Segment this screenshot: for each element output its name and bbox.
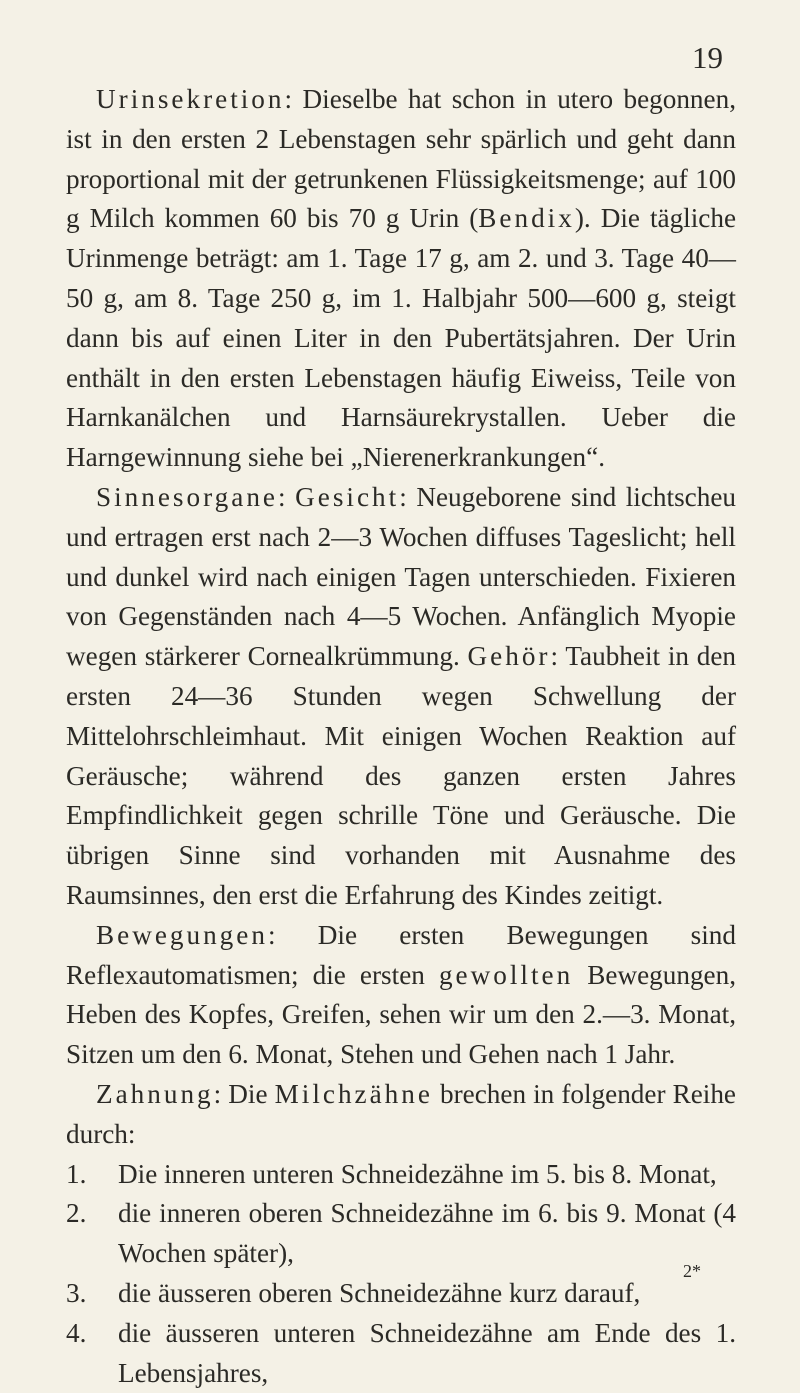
separator: : bbox=[213, 1078, 229, 1109]
paragraph-urinsekretion bbox=[66, 80, 736, 478]
author-name: Bendix bbox=[478, 203, 575, 234]
paragraph-text: Die bbox=[228, 1078, 275, 1109]
paragraph-text: Dieselbe hat schon in utero begonnen, ist in den ersten 2 Lebenstagen sehr spärlich und geht dann proportional mit der getrunkenen Flüssigkeitsmenge; auf 100 g Milch kommen 60 bis 70 g Urin ( bbox=[66, 84, 736, 234]
list-item-text: die inneren oberen Schneidezähne im 6. bis 9. Monat (4 Wochen später), bbox=[118, 1198, 736, 1269]
paragraph-text: brechen in folgender Reihe durch: bbox=[66, 1078, 736, 1149]
paragraph-text: Neugeborene sind lichtscheu und ertragen erst nach 2—3 Wochen diffuses Tageslicht; hell und dunkel wird nach einigen Tagen unterschieden. Fixieren von Gegenständen nach 4—5 Wochen. Anfänglich Myopie wegen stärkerer Cornealkrümmung. bbox=[66, 481, 736, 672]
heading-sinnesorgane: Sinnesorgane bbox=[96, 481, 278, 512]
paragraph-text: ). Die tägliche Urinmenge beträgt: am 1. Tage 17 g, am 2. und 3. Tage 40—50 g, am 8. Tage 250 g, im 1. Halbjahr 500—600 g, steigt dann bis auf einen Liter in den Pubertätsjahren. Der Urin enthält in den ersten Lebenstagen häufig Eiweiss, Teile von Harnkanälchen und Harnsäurekrystallen. Ueber die Harngewinnung siehe bei „Nierenerkrankungen“. bbox=[66, 203, 737, 473]
paragraph-bewegungen bbox=[66, 916, 736, 1075]
separator: : bbox=[284, 84, 303, 114]
heading-zahnung: Zahnung bbox=[96, 1078, 214, 1109]
separator: : bbox=[550, 641, 566, 672]
heading-bewegungen: Bewegungen bbox=[96, 919, 268, 950]
page-number: 19 bbox=[692, 40, 723, 75]
list-item-text: die äusseren oberen Schneidezähne kurz darauf, bbox=[118, 1277, 641, 1308]
list-item bbox=[66, 1155, 736, 1195]
list-item-text: Die inneren unteren Schneidezähne im 5. bis 8. Monat, bbox=[118, 1158, 717, 1189]
paragraph-text: Bewegungen, Heben des Kopfes, Greifen, sehen wir um den 2.—3. Monat, Sitzen um den 6. Monat, Stehen und Gehen nach 1 Jahr. bbox=[66, 959, 736, 1070]
paragraph-sinnesorgane bbox=[66, 478, 736, 916]
subheading-gehoer: Gehör bbox=[467, 641, 551, 672]
heading-urinsekretion: Urinsekretion bbox=[96, 84, 285, 114]
list-item-number: 3. bbox=[66, 1277, 87, 1308]
list-item bbox=[66, 1314, 736, 1393]
list-item-number: 1. bbox=[66, 1158, 87, 1189]
list-item bbox=[66, 1194, 736, 1274]
paragraph-text: Die ersten Bewegungen sind Reflexautomatismen; die ersten bbox=[66, 919, 736, 990]
list-item-text: die äusseren unteren Schneidezähne am Ende des 1. Lebensjahres, bbox=[118, 1317, 736, 1388]
separator: : bbox=[399, 481, 417, 512]
teething-order-list bbox=[66, 1155, 736, 1393]
paragraph-zahnung bbox=[66, 1075, 736, 1155]
subheading-gesicht: Gesicht bbox=[295, 481, 400, 512]
separator: : bbox=[278, 481, 296, 512]
list-item-number: 4. bbox=[66, 1317, 87, 1348]
emphasis-milchzaehne: Milchzähne bbox=[274, 1078, 433, 1109]
paragraph-text: Taubheit in den ersten 24—36 Stunden wegen Schwellung der Mittelohrschleimhaut. Mit einigen Wochen Reaktion auf Geräusche; während des ganzen ersten Jahres Empfindlichkeit gegen schrille Töne und Geräusche. Die übrigen Sinne sind vorhanden mit Ausnahme des Raumsinnes, den erst die Erfahrung des Kindes zeitigt. bbox=[66, 641, 736, 910]
emphasis-gewollten: gewollten bbox=[438, 959, 574, 990]
separator: : bbox=[267, 919, 318, 950]
list-item bbox=[66, 1274, 736, 1314]
list-item-number: 2. bbox=[66, 1198, 87, 1229]
body-text bbox=[66, 80, 736, 1393]
signature-mark: 2* bbox=[683, 1261, 701, 1281]
